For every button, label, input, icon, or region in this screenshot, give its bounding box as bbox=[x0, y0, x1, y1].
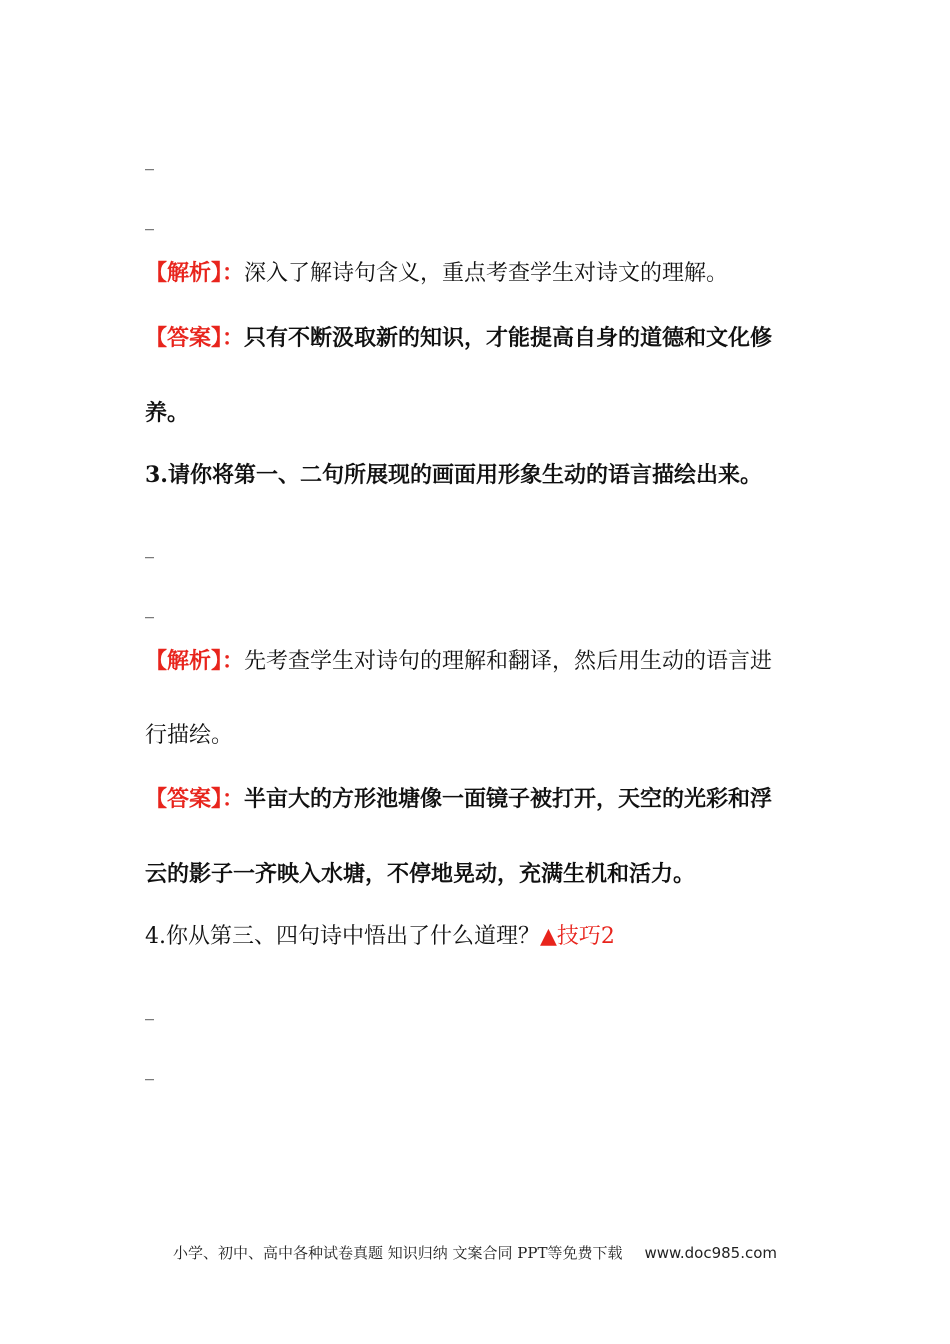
answer-tag: 【答案】： bbox=[145, 786, 245, 812]
answer-text: 半亩大的方形池塘像一面镜子被打开，天空的光彩和浮 bbox=[244, 786, 773, 812]
question-4 bbox=[145, 922, 615, 952]
analysis-text: 先考查学生对诗句的理解和翻译，然后用生动的语言进 bbox=[244, 649, 773, 674]
technique-hint: ▲技巧2 bbox=[540, 924, 615, 949]
answer-blank-6: _ bbox=[145, 1060, 154, 1081]
analysis-paragraph bbox=[145, 258, 728, 289]
footer-text: 小学、初中、高中各种试卷真题 知识归纳 文案合同 PPT等免费下载 bbox=[172, 1244, 623, 1262]
question-3: 3.请你将第一、二句所展现的画面用形象生动的语言描绘出来。 bbox=[145, 462, 762, 488]
answer-blank-5: _ bbox=[145, 1000, 154, 1021]
footer-url[interactable]: www.doc985.com bbox=[644, 1244, 778, 1262]
answer-paragraph bbox=[145, 323, 772, 353]
analysis-paragraph-q3 bbox=[145, 646, 772, 677]
question-4-text: 4.你从第三、四句诗中悟出了什么道理？ bbox=[145, 924, 540, 949]
analysis-text-continued: 行描绘。 bbox=[145, 723, 234, 748]
answer-blank-2: _ bbox=[145, 210, 154, 231]
answer-tag: 【答案】： bbox=[145, 325, 245, 351]
analysis-tag: 【解析】： bbox=[145, 260, 245, 286]
analysis-text: 深入了解诗句含义，重点考查学生对诗文的理解。 bbox=[244, 261, 729, 286]
answer-paragraph-q3 bbox=[145, 784, 772, 814]
answer-text-continued: 养。 bbox=[145, 400, 190, 426]
answer-blank-1: _ bbox=[145, 150, 154, 171]
answer-blank-3: _ bbox=[145, 538, 154, 559]
answer-text-continued: 云的影子一齐映入水塘，不停地晃动，充满生机和活力。 bbox=[145, 861, 696, 887]
answer-blank-4: _ bbox=[145, 598, 154, 619]
page-footer bbox=[0, 1242, 950, 1263]
analysis-tag: 【解析】： bbox=[145, 648, 245, 674]
answer-text: 只有不断汲取新的知识，才能提高自身的道德和文化修 bbox=[244, 325, 773, 351]
